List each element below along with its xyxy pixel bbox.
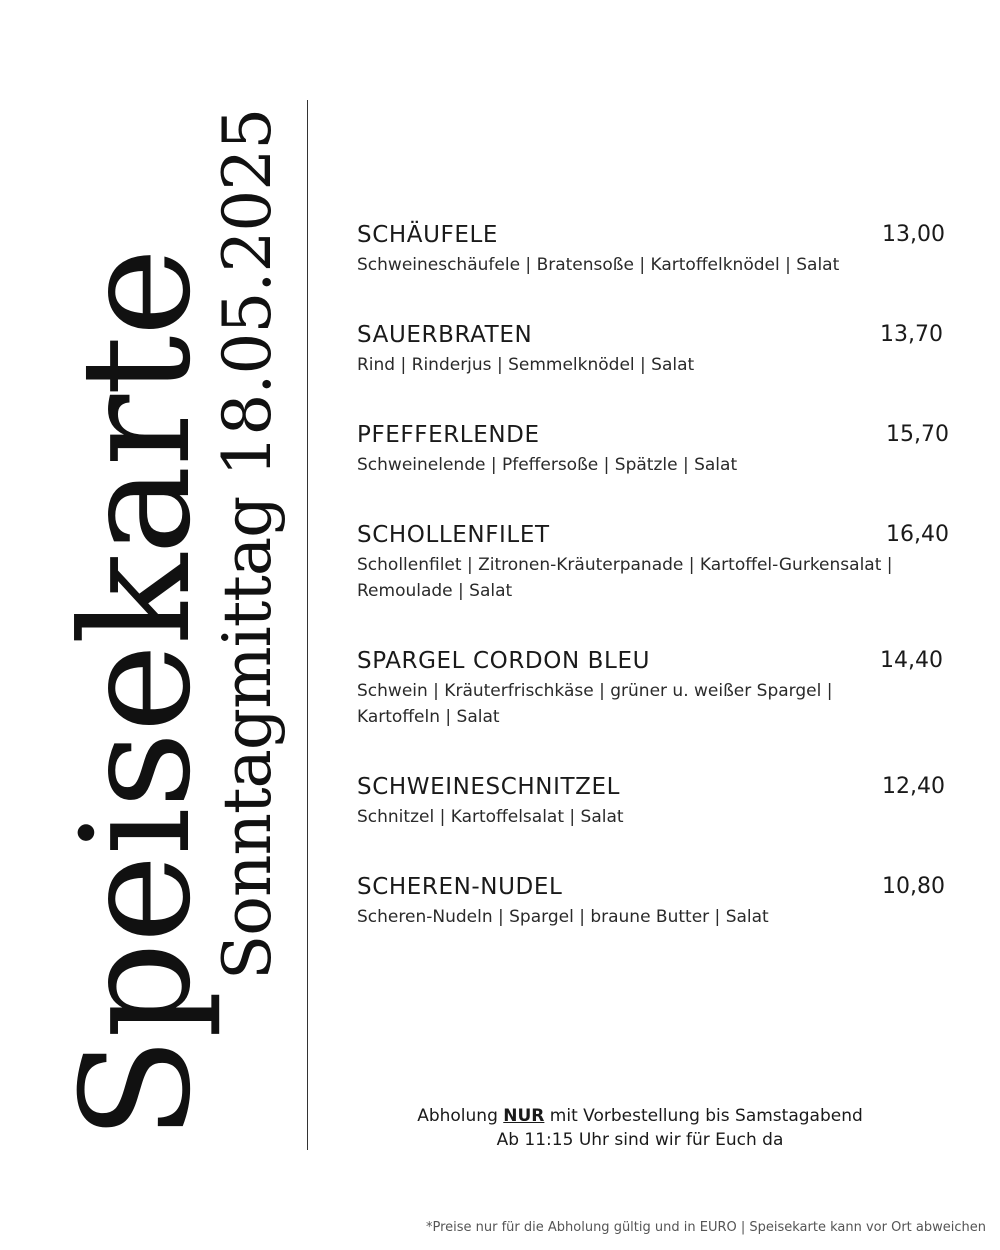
dish-name: SCHOLLENFILET xyxy=(357,522,550,548)
dish-name: SPARGEL CORDON BLEU xyxy=(357,648,651,674)
menu-item xyxy=(357,770,957,830)
pickup-note-line-2: Ab 11:15 Uhr sind wir für Euch da xyxy=(496,1130,784,1150)
dish-name: SCHÄUFELE xyxy=(357,222,499,248)
title-area xyxy=(20,108,290,1140)
dish-price: 15,70 xyxy=(886,422,949,447)
menu-item xyxy=(357,418,957,478)
menu-item xyxy=(357,518,957,604)
dish-description: Schnitzel | Kartoffelsalat | Salat xyxy=(357,807,624,827)
dish-name: PFEFFERLENDE xyxy=(357,422,540,448)
dish-description: Schollenfilet | Zitronen-Kräuterpanade | Kartoffel-Gurkensalat | Remoulade | Salat xyxy=(357,555,893,601)
menu-item xyxy=(357,870,957,930)
dish-description: Scheren-Nudeln | Spargel | braune Butter | Salat xyxy=(357,907,769,927)
dish-price: 10,80 xyxy=(882,874,945,899)
dish-name: SCHEREN-NUDEL xyxy=(357,874,563,900)
dish-name: SAUERBRATEN xyxy=(357,322,533,348)
pickup-note-prefix: Abholung xyxy=(417,1106,504,1126)
dish-price: 14,40 xyxy=(880,648,943,673)
dish-description: Schweineschäufele | Bratensoße | Kartoffelknödel | Salat xyxy=(357,255,840,275)
menu-item xyxy=(357,218,957,278)
menu-item xyxy=(357,318,957,378)
menu-list xyxy=(357,218,957,970)
dish-description: Rind | Rinderjus | Semmelknödel | Salat xyxy=(357,355,695,375)
dish-description: Schwein | Kräuterfrischkäse | grüner u. weißer Spargel | Kartoffeln | Salat xyxy=(357,681,833,727)
dish-price: 13,70 xyxy=(880,322,943,347)
pickup-note-emphasis: NUR xyxy=(503,1106,545,1126)
dish-price: 13,00 xyxy=(882,222,945,247)
dish-name: SCHWEINESCHNITZEL xyxy=(357,774,621,800)
dish-price: 12,40 xyxy=(882,774,945,799)
pickup-note-line-1 xyxy=(310,1104,970,1128)
dish-price: 16,40 xyxy=(886,522,949,547)
menu-item xyxy=(357,644,957,730)
menu-date-subtitle: Sonntagmittag 18.05.2025 xyxy=(209,108,286,980)
dish-description: Schweinelende | Pfeffersoße | Spätzle | Salat xyxy=(357,455,738,475)
menu-title: Speisekarte xyxy=(50,248,224,1140)
vertical-divider xyxy=(307,100,308,1150)
pickup-note-suffix: mit Vorbestellung bis Samstagabend xyxy=(544,1106,863,1126)
price-footnote: *Preise nur für die Abholung gültig und in EURO | Speisekarte kann vor Ort abweichen xyxy=(425,1220,986,1235)
pickup-note xyxy=(310,1104,970,1152)
